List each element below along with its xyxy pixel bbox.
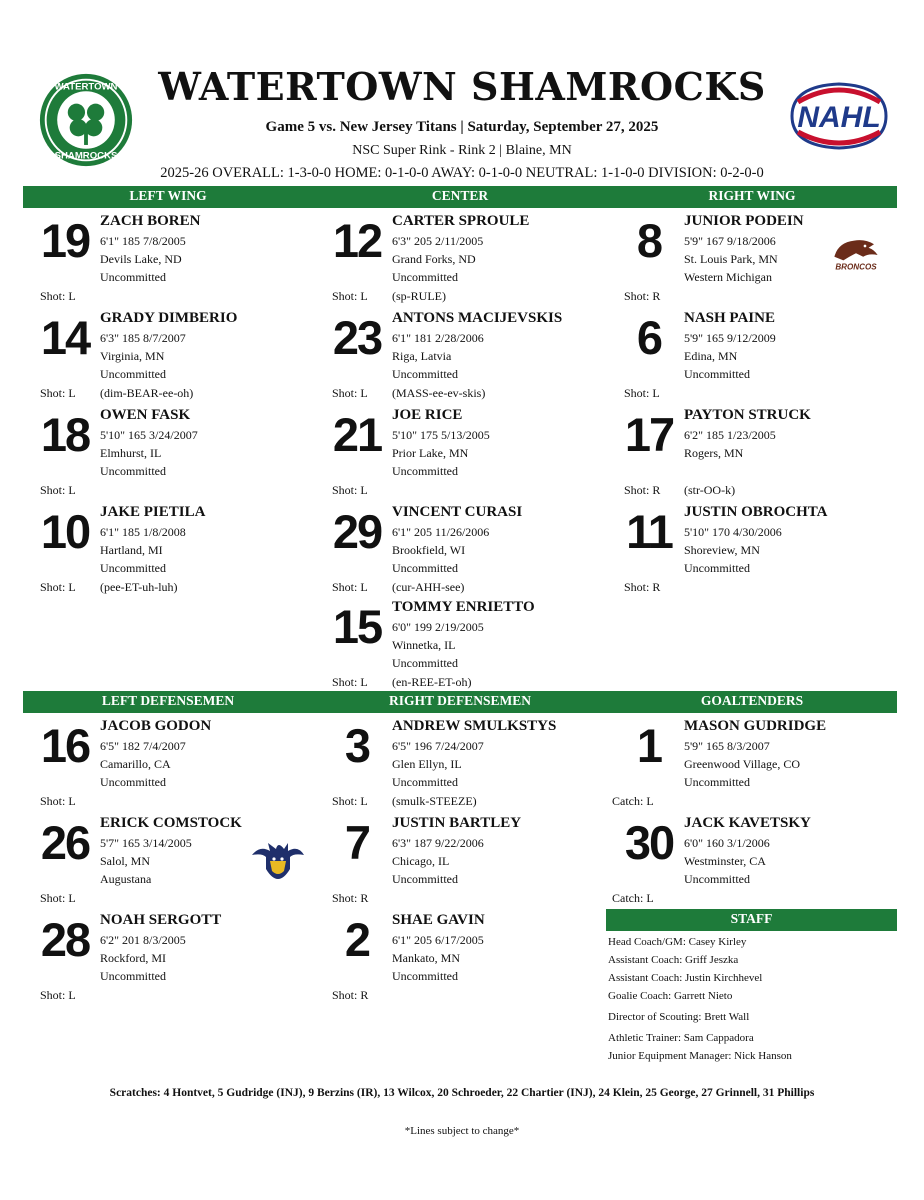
player-shot: Shot: L: [332, 386, 368, 400]
player-name: ANDREW SMULKSTYS: [392, 718, 557, 734]
player-shot: Shot: L: [332, 794, 368, 808]
player-hometown: Shoreview, MN: [684, 543, 760, 557]
player-name: OWEN FASK: [100, 407, 191, 423]
player-measurements: 6'5" 182 7/4/2007: [100, 739, 186, 753]
player-card: [606, 407, 896, 504]
jersey-number: 8: [636, 214, 662, 267]
player-card: [314, 912, 604, 1009]
player-measurements: 6'0" 160 3/1/2006: [684, 836, 770, 850]
player-shot: Shot: R: [332, 891, 369, 905]
jersey-number: 16: [40, 719, 90, 772]
player-hometown: Mankato, MN: [392, 951, 460, 965]
player-hometown: Riga, Latvia: [392, 349, 452, 363]
forwards-section-bar: [23, 186, 897, 208]
player-measurements: 6'1" 185 1/8/2008: [100, 525, 186, 539]
player-name: VINCENT CURASI: [392, 504, 523, 520]
jersey-number: 18: [40, 408, 90, 461]
player-card: [22, 310, 312, 407]
player-commitment: Uncommitted: [392, 969, 458, 983]
player-name: CARTER SPROULE: [392, 213, 530, 229]
player-card: [314, 599, 604, 696]
player-hometown: Devils Lake, ND: [100, 252, 182, 266]
player-name: ZACH BOREN: [100, 213, 201, 229]
player-measurements: 6'3" 187 9/22/2006: [392, 836, 484, 850]
player-name: JOE RICE: [392, 407, 463, 423]
player-commitment: Uncommitted: [392, 775, 458, 789]
player-hometown: Salol, MN: [100, 854, 151, 868]
player-name: NASH PAINE: [684, 310, 775, 326]
player-card: [22, 407, 312, 504]
player-hometown: Grand Forks, ND: [392, 252, 476, 266]
player-card: [314, 213, 604, 310]
player-measurements: 6'1" 181 2/28/2006: [392, 331, 484, 345]
player-name: JAKE PIETILA: [100, 504, 206, 520]
jersey-number: 29: [332, 505, 382, 558]
jersey-number: 11: [626, 505, 672, 558]
player-card: [314, 815, 604, 912]
player-card: [22, 815, 312, 912]
header: [0, 0, 924, 190]
svg-text:BRONCOS: BRONCOS: [835, 262, 877, 272]
jersey-number: 12: [332, 214, 382, 267]
left-defensemen-heading: LEFT DEFENSEMEN: [101, 693, 235, 708]
jersey-number: 30: [624, 816, 674, 869]
staff-list: [608, 933, 898, 1065]
player-name: JACK KAVETSKY: [684, 815, 811, 831]
player-commitment: Uncommitted: [392, 367, 458, 381]
scratches-line: Scratches: 4 Hontvet, 5 Gudridge (INJ), 9 Berzins (IR), 13 Wilcox, 20 Schroeder, 22 Chartier (INJ), 24 Klein, 25 George, 27 Grinnell, 31 Phillips: [109, 1087, 815, 1099]
player-commitment: Uncommitted: [392, 464, 458, 478]
page-title: WATERTOWN SHAMROCKS: [158, 64, 766, 109]
player-commitment: Uncommitted: [100, 270, 166, 284]
player-measurements: 6'2" 185 1/23/2005: [684, 428, 776, 442]
player-card: [22, 912, 312, 1009]
lines-footnote: *Lines subject to change*: [404, 1125, 520, 1137]
player-commitment: Uncommitted: [392, 561, 458, 575]
player-hometown: Elmhurst, IL: [100, 446, 162, 460]
player-name: NOAH SERGOTT: [100, 912, 222, 928]
player-pronunciation: (MASS-ee-ev-skis): [392, 386, 486, 400]
player-shot: Shot: R: [624, 580, 661, 594]
player-catch: Catch: L: [612, 891, 654, 905]
player-hometown: Winnetka, IL: [392, 638, 456, 652]
player-shot: Shot: L: [40, 891, 76, 905]
player-shot: Shot: L: [40, 794, 76, 808]
player-measurements: 6'1" 205 6/17/2005: [392, 933, 484, 947]
center-heading: CENTER: [431, 188, 489, 203]
staff-item: Athletic Trainer: Sam Cappadora: [608, 1032, 754, 1044]
player-pronunciation: (en-REE-ET-oh): [392, 675, 472, 689]
player-shot: Shot: L: [40, 580, 76, 594]
staff-item: Junior Equipment Manager: Nick Hanson: [608, 1050, 792, 1062]
player-commitment: Uncommitted: [392, 270, 458, 284]
jersey-number: 23: [332, 311, 382, 364]
player-shot: Shot: R: [624, 289, 661, 303]
player-commitment: Uncommitted: [392, 872, 458, 886]
jersey-number: 2: [344, 913, 370, 966]
jersey-number: 6: [636, 311, 662, 364]
player-shot: Shot: L: [40, 988, 76, 1002]
player-measurements: 5'9" 165 9/12/2009: [684, 331, 776, 345]
player-measurements: 6'5" 196 7/24/2007: [392, 739, 484, 753]
broncos-logo: [828, 237, 884, 273]
player-name: ERICK COMSTOCK: [100, 815, 242, 831]
right-defensemen-heading: RIGHT DEFENSEMEN: [389, 693, 531, 708]
player-commitment: Uncommitted: [684, 872, 750, 886]
player-commitment: Uncommitted: [100, 367, 166, 381]
player-shot: Shot: L: [332, 675, 368, 689]
game-subtitle: Game 5 vs. New Jersey Titans | Saturday, September 27, 2025: [265, 119, 659, 135]
player-hometown: Glen Ellyn, IL: [392, 757, 462, 771]
player-card: [22, 504, 312, 601]
player-name: GRADY DIMBERIO: [100, 310, 238, 326]
player-commitment: Uncommitted: [100, 969, 166, 983]
player-name: JACOB GODON: [100, 718, 212, 734]
right-wing-heading: RIGHT WING: [708, 188, 796, 203]
player-measurements: 5'10" 175 5/13/2005: [392, 428, 490, 442]
goaltenders-heading: GOALTENDERS: [700, 693, 804, 708]
player-name: JUSTIN BARTLEY: [392, 815, 522, 831]
player-commitment: Uncommitted: [684, 561, 750, 575]
player-commitment: Uncommitted: [684, 367, 750, 381]
player-shot: Shot: L: [40, 386, 76, 400]
player-card: [314, 504, 604, 601]
jersey-number: 21: [332, 408, 382, 461]
staff-item: Assistant Coach: Justin Kirchhevel: [608, 972, 763, 984]
player-commitment: Uncommitted: [100, 561, 166, 575]
player-measurements: 5'7" 165 3/14/2005: [100, 836, 192, 850]
player-card: [22, 213, 312, 310]
player-name: JUSTIN OBROCHTA: [684, 504, 828, 520]
player-shot: Shot: R: [624, 483, 661, 497]
jersey-number: 1: [636, 719, 662, 772]
player-pronunciation: (pee-ET-uh-luh): [100, 580, 178, 594]
player-card: [606, 213, 896, 310]
player-card: [606, 815, 896, 912]
player-measurements: 5'9" 165 8/3/2007: [684, 739, 770, 753]
jersey-number: 3: [344, 719, 370, 772]
player-commitment: Western Michigan: [684, 270, 773, 284]
svg-text:SHAMROCKS: SHAMROCKS: [54, 150, 118, 162]
player-hometown: Hartland, MI: [100, 543, 163, 557]
staff-heading: STAFF: [730, 911, 773, 926]
player-hometown: Chicago, IL: [392, 854, 450, 868]
player-hometown: Westminster, CA: [684, 854, 766, 868]
jersey-number: 17: [624, 408, 674, 461]
defense-section-bar: [23, 691, 897, 713]
player-measurements: 6'0" 199 2/19/2005: [392, 620, 484, 634]
player-hometown: Brookfield, WI: [392, 543, 466, 557]
staff-item: Goalie Coach: Garrett Nieto: [608, 990, 733, 1002]
player-shot: Shot: L: [332, 289, 368, 303]
player-card: [314, 310, 604, 407]
jersey-number: 10: [40, 505, 90, 558]
player-shot: Shot: L: [332, 580, 368, 594]
player-measurements: 6'3" 205 2/11/2005: [392, 234, 484, 248]
player-name: PAYTON STRUCK: [684, 407, 811, 423]
player-name: ANTONS MACIJEVSKIS: [392, 310, 563, 326]
venue-line: NSC Super Rink - Rink 2 | Blaine, MN: [352, 143, 572, 158]
left-wing-heading: LEFT WING: [129, 188, 207, 203]
jersey-number: 14: [40, 311, 90, 364]
player-name: SHAE GAVIN: [392, 912, 485, 928]
player-measurements: 6'1" 205 11/26/2006: [392, 525, 490, 539]
player-shot: Shot: R: [332, 988, 369, 1002]
player-hometown: St. Louis Park, MN: [684, 252, 778, 266]
player-shot: Shot: L: [332, 483, 368, 497]
player-measurements: 5'10" 165 3/24/2007: [100, 428, 198, 442]
svg-text:WATERTOWN: WATERTOWN: [54, 81, 118, 93]
player-shot: Shot: L: [40, 483, 76, 497]
record-line: 2025-26 OVERALL: 1-3-0-0 HOME: 0-1-0-0 AWAY: 0-1-0-0 NEUTRAL: 1-1-0-0 DIVISION: 0-2-0-0: [160, 165, 764, 181]
player-name: JUNIOR PODEIN: [684, 213, 804, 229]
jersey-number: 26: [40, 816, 90, 869]
player-pronunciation: (dim-BEAR-ee-oh): [100, 386, 194, 400]
player-commitment: Augustana: [100, 872, 152, 886]
player-measurements: 6'1" 185 7/8/2005: [100, 234, 186, 248]
player-commitment: Uncommitted: [684, 775, 750, 789]
player-card: [314, 718, 604, 815]
svg-text:NAHL: NAHL: [797, 101, 881, 134]
staff-item: Assistant Coach: Griff Jeszka: [608, 954, 739, 966]
player-commitment: Uncommitted: [392, 656, 458, 670]
player-name: TOMMY ENRIETTO: [392, 599, 535, 615]
player-pronunciation: (cur-AHH-see): [392, 580, 465, 594]
player-card: [606, 310, 896, 407]
player-commitment: Uncommitted: [100, 775, 166, 789]
player-measurements: 6'2" 201 8/3/2005: [100, 933, 186, 947]
player-card: [22, 718, 312, 815]
player-commitment: Uncommitted: [100, 464, 166, 478]
player-hometown: Greenwood Village, CO: [684, 757, 801, 771]
player-pronunciation: (sp-RULE): [392, 289, 446, 303]
staff-item: Director of Scouting: Brett Wall: [608, 1011, 750, 1023]
player-measurements: 5'9" 167 9/18/2006: [684, 234, 776, 248]
staff-item: Head Coach/GM: Casey Kirley: [608, 936, 747, 948]
player-name: MASON GUDRIDGE: [684, 718, 827, 734]
player-card: [314, 407, 604, 504]
player-shot: Shot: L: [624, 386, 660, 400]
player-hometown: Edina, MN: [684, 349, 738, 363]
player-measurements: 6'3" 185 8/7/2007: [100, 331, 186, 345]
player-catch: Catch: L: [612, 794, 654, 808]
player-pronunciation: (str-OO-k): [684, 483, 736, 497]
jersey-number: 28: [40, 913, 90, 966]
player-shot: Shot: L: [40, 289, 76, 303]
player-card: [606, 718, 896, 815]
player-measurements: 5'10" 170 4/30/2006: [684, 525, 782, 539]
augustana-vikings-logo: [248, 837, 308, 883]
player-pronunciation: (smulk-STEEZE): [392, 794, 477, 808]
player-hometown: Prior Lake, MN: [392, 446, 469, 460]
player-hometown: Rogers, MN: [684, 446, 744, 460]
nahl-logo: [784, 80, 894, 152]
player-card: [606, 504, 896, 601]
player-hometown: Rockford, MI: [100, 951, 166, 965]
staff-section-bar: [606, 909, 897, 931]
player-hometown: Virginia, MN: [100, 349, 165, 363]
jersey-number: 19: [40, 214, 90, 267]
player-hometown: Camarillo, CA: [100, 757, 171, 771]
jersey-number: 7: [344, 816, 370, 869]
jersey-number: 15: [332, 600, 382, 653]
